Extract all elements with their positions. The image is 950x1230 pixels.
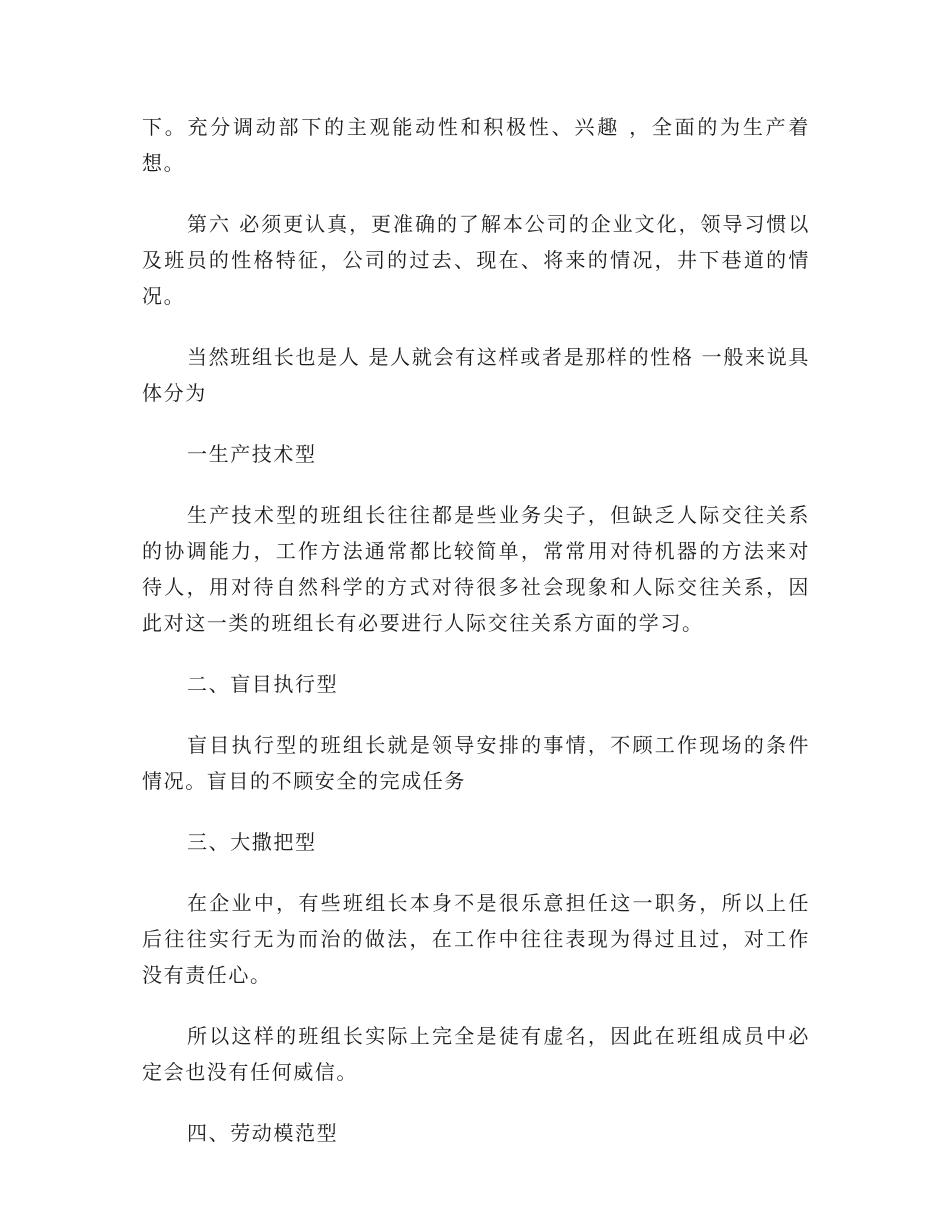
paragraph-continuation: 下。充分调动部下的主观能动性和积极性、兴趣 ，全面的为生产着想。 xyxy=(142,115,810,175)
heading-blind-execution-type: 二、盲目执行型 xyxy=(187,672,339,696)
heading-hands-off-type: 三、大撒把型 xyxy=(187,830,317,854)
paragraph-hands-off-type: 在企业中，有些班组长本身不是很乐意担任这一职务，所以上任后往往实行无为而治的做法，在工作中往往表现为得过且过，对工作没有责任心。 xyxy=(142,891,810,987)
heading-labor-model-type: 四、劳动模范型 xyxy=(187,1121,339,1145)
paragraph-hands-off-consequence: 所以这样的班组长实际上完全是徒有虚名，因此在班组成员中必定会也没有任何威信。 xyxy=(142,1024,810,1084)
paragraph-production-technical-type: 生产技术型的班组长往往都是些业务尖子，但缺乏人际交往关系的协调能力，工作方法通常都比较简单，常常用对待机器的方法来对待人，用对待自然科学的方式对待很多社会现象和人际交往关系，因此对这一类的班组长有必要进行人际交往关系方面的学习。 xyxy=(142,503,810,635)
heading-production-technical-type: 一生产技术型 xyxy=(187,442,317,466)
paragraph-personality-intro: 当然班组长也是人 是人就会有这样或者是那样的性格 一般来说具体分为 xyxy=(142,345,810,405)
paragraph-blind-execution-type: 盲目执行型的班组长就是领导安排的事情，不顾工作现场的条件情况。盲目的不顾安全的完成任务 xyxy=(142,733,810,793)
document-body xyxy=(142,109,810,1176)
paragraph-sixth-point: 第六 必须更认真，更准确的了解本公司的企业文化，领导习惯以及班员的性格特征，公司的过去、现在、将来的情况，井下巷道的情况。 xyxy=(142,212,810,308)
